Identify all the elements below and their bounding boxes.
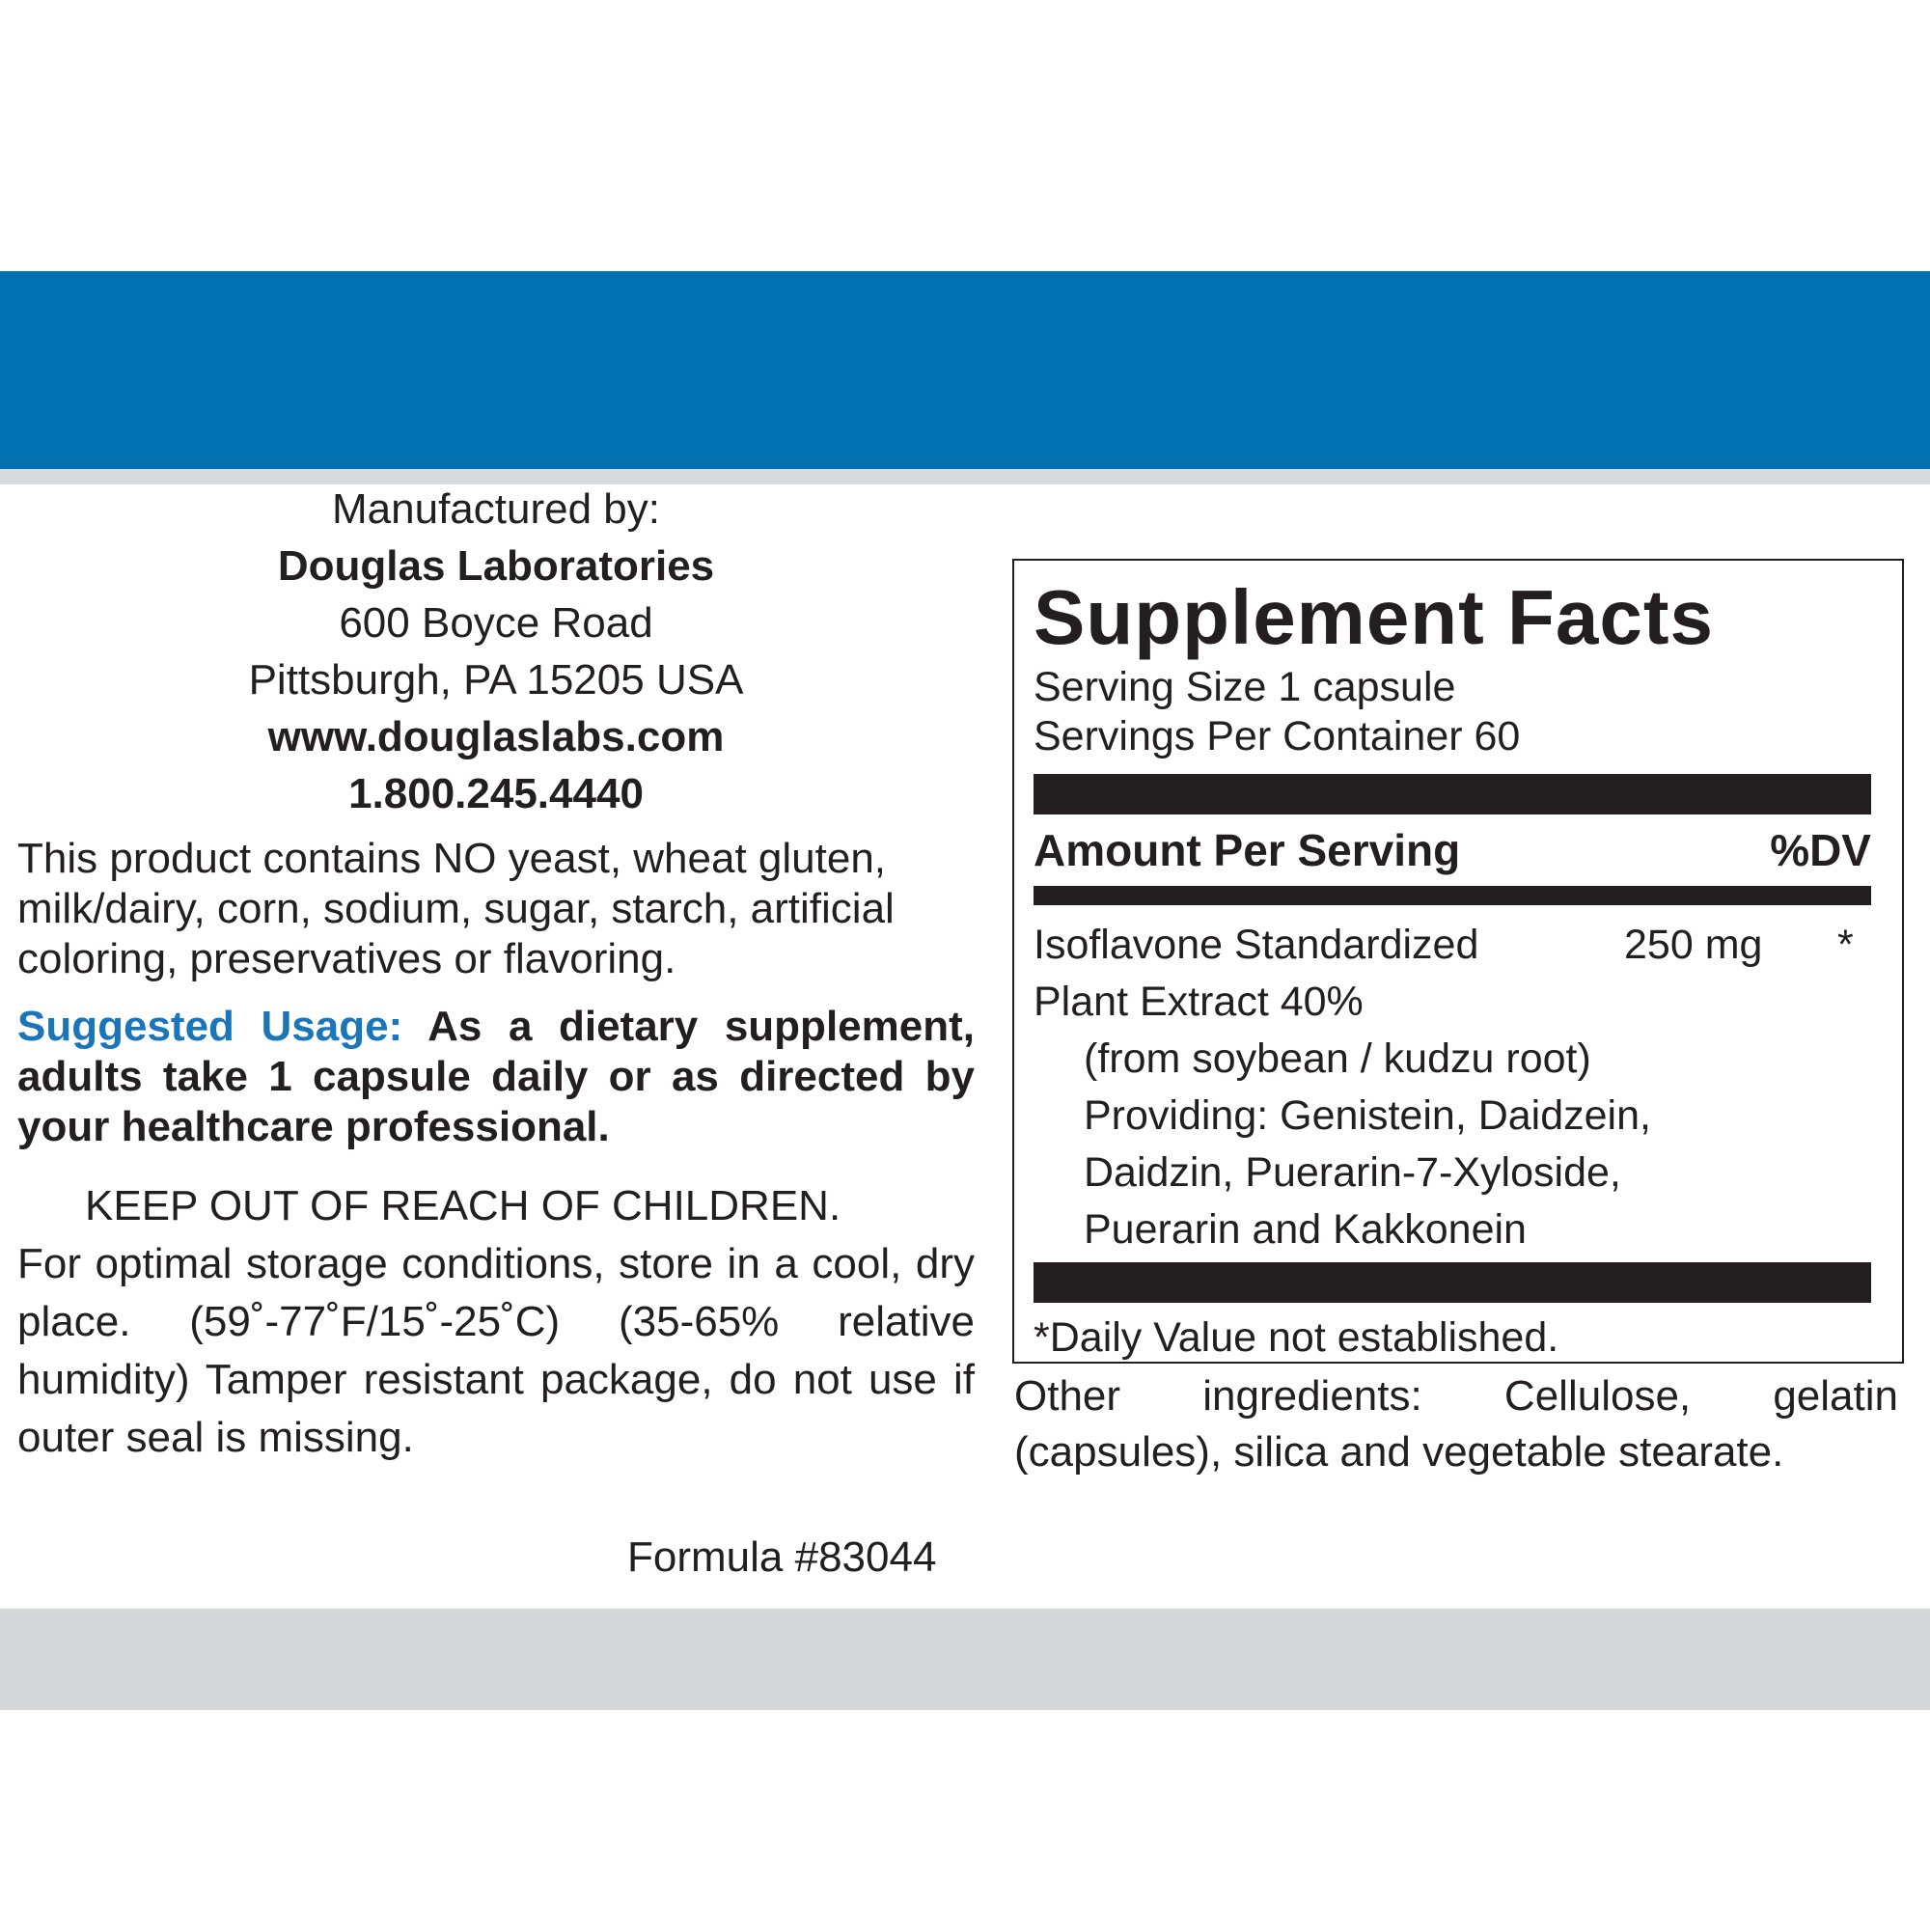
- ingredient-dv: *: [1837, 922, 1854, 968]
- manufactured-by-label: Manufactured by:: [332, 485, 660, 533]
- amount-header-row: [1034, 814, 1871, 886]
- facts-divider-thick: [1034, 774, 1871, 814]
- contains-note: This product contains NO yeast, wheat gluten, milk/dairy, corn, sodium, sugar, starch, artificial coloring, preservatives or flavoring.: [17, 835, 895, 982]
- ingredient-row: [1034, 917, 1871, 974]
- daily-value-header: %DV: [1770, 825, 1871, 875]
- facts-title: Supplement Facts: [1034, 574, 1715, 660]
- manufacturer-block: [17, 481, 975, 822]
- manufacturer-phone: 1.800.245.4440: [348, 770, 644, 817]
- manufacturer-name: Douglas Laboratories: [277, 542, 715, 590]
- ingredient-providing-line1: Providing: Genistein, Daidzein,: [1084, 1092, 1651, 1139]
- ingredient-providing-line3: Puerarin and Kakkonein: [1084, 1206, 1527, 1253]
- ingredient-amount: 250 mg: [1624, 922, 1763, 968]
- manufacturer-website: www.douglaslabs.com: [267, 713, 725, 760]
- top-brand-band: [0, 271, 1930, 469]
- bottom-grey-band: [0, 1609, 1930, 1710]
- storage-note: For optimal storage conditions, store in a cool, dry place. (59˚-77˚F/15˚-25˚C) (35-65% relative humidity) Tamper resistant package, do not use if outer seal is missing.: [17, 1240, 975, 1461]
- ingredient-source: (from soybean / kudzu root): [1084, 1035, 1591, 1082]
- manufacturer-address-line2: Pittsburgh, PA 15205 USA: [248, 656, 744, 704]
- label-left-panel: [17, 481, 975, 1467]
- servings-per-container: Servings Per Container 60: [1034, 713, 1521, 759]
- suggested-usage: [17, 1002, 975, 1152]
- other-ingredients: Other ingredients: Cellulose, gelatin (capsules), silica and vegetable stearate.: [1014, 1372, 1898, 1476]
- manufacturer-address-line1: 600 Boyce Road: [339, 599, 653, 647]
- supplement-facts-panel: [1012, 559, 1904, 1364]
- facts-divider-medium: [1034, 886, 1871, 905]
- facts-divider-bottom: [1034, 1262, 1871, 1303]
- daily-value-footnote: *Daily Value not established.: [1034, 1314, 1559, 1361]
- suggested-usage-label: Suggested Usage:: [17, 1003, 403, 1050]
- formula-number: Formula #83044: [627, 1533, 937, 1581]
- ingredient-name-line1: Isoflavone Standardized: [1034, 922, 1479, 968]
- ingredient-name-line2: Plant Extract 40%: [1034, 979, 1364, 1025]
- children-warning: KEEP OUT OF REACH OF CHILDREN.: [85, 1182, 841, 1229]
- suggested-usage-text: As a dietary supplement, adults take 1 capsule daily or as directed by your healthcare professional.: [17, 1003, 975, 1150]
- serving-size: Serving Size 1 capsule: [1034, 664, 1456, 710]
- amount-per-serving-header: Amount Per Serving: [1034, 825, 1461, 875]
- ingredient-providing-line2: Daidzin, Puerarin-7-Xyloside,: [1084, 1149, 1621, 1196]
